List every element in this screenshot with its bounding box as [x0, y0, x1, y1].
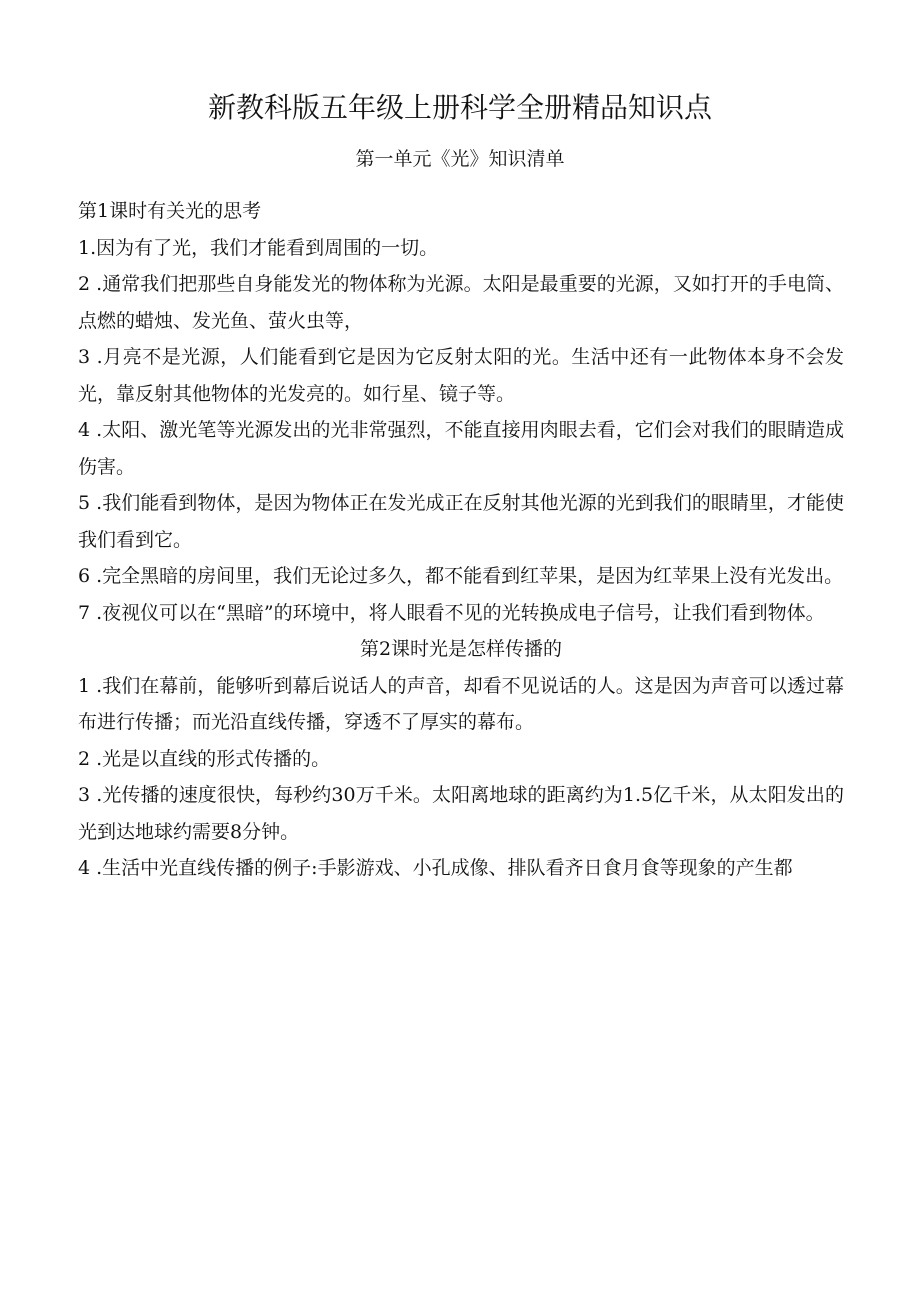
lesson2-item-3: 3 .光传播的速度很快，每秒约30万千米。太阳离地球的距离约为1.5亿千米，从太阳发出的光到达地球约需要8分钟。 [78, 784, 844, 843]
lesson1-heading: 第1课时有关光的思考 [78, 200, 262, 222]
document-title: 新教科版五年级上册科学全册精品知识点 [207, 91, 712, 124]
lesson1-item-1: 1.因为有了光，我们才能看到周围的一切。 [78, 236, 439, 259]
lesson1-item-3: 3 .月亮不是光源，人们能看到它是因为它反射太阳的光。生活中还有一此物体本身不会发光，靠反射其他物体的光发亮的。如行星、镜子等。 [78, 346, 844, 405]
lesson1-item-6: 6 .完全黑暗的房间里，我们无论过多久，都不能看到红苹果，是因为红苹果上没有光发出。 [78, 565, 844, 587]
lesson1-item-5: 5 .我们能看到物体，是因为物体正在发光成正在反射其他光源的光到我们的眼睛里，才能使我们看到它。 [78, 492, 844, 551]
lesson2-item-2: 2 .光是以直线的形式传播的。 [78, 747, 331, 770]
lesson2-item-4: 4 .生活中光直线传播的例子:手影游戏、小孔成像、排队看齐日食月食等现象的产生都 [78, 857, 793, 879]
lesson1-item-7: 7 .夜视仪可以在“黑暗”的环境中，将人眼看不见的光转换成电子信号，让我们看到物体。 [78, 601, 825, 624]
lesson1-item-4: 4 .太阳、激光笔等光源发出的光非常强烈，不能直接用肉眼去看，它们会对我们的眼睛造成伤害。 [78, 419, 844, 478]
lesson1-item-2: 2 .通常我们把那些自身能发光的物体称为光源。太阳是最重要的光源，又如打开的手电筒、点燃的蜡烛、发光鱼、萤火虫等， [78, 273, 844, 332]
unit-heading: 第一单元《光》知识清单 [355, 148, 565, 170]
lesson2-item-1: 1 .我们在幕前，能够听到幕后说话人的声音，却看不见说话的人。这是因为声音可以透过幕布进行传播；而光沿直线传播，穿透不了厚实的幕布。 [78, 674, 844, 733]
document-body [78, 193, 844, 887]
lesson2-heading: 第2课时光是怎样传播的 [359, 638, 563, 660]
